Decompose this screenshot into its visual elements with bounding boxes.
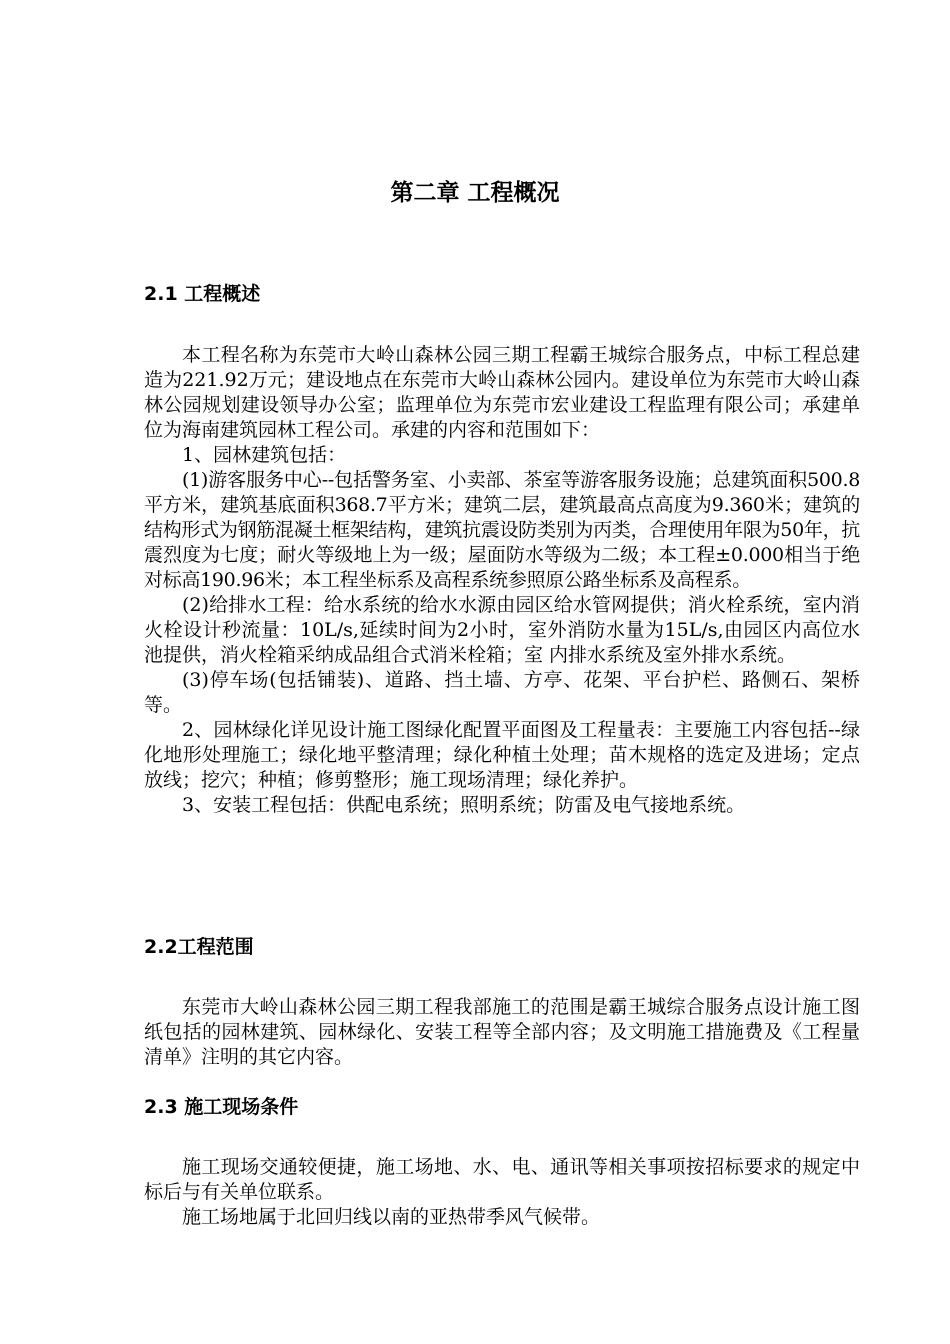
- section-heading-2-2: 2.2工程范围: [144, 936, 254, 958]
- section-heading-2-3: 2.3 施工现场条件: [144, 1096, 299, 1118]
- section-heading-2-1: 2.1 工程概述: [144, 283, 261, 305]
- section-body-2-2: [144, 995, 860, 1070]
- paragraph-project-overview: 本工程名称为东莞市大岭山森林公园三期工程霸王城综合服务点，中标工程总建造为221.92万元；建设地点在东莞市大岭山森林公园内。建设单位为东莞市大岭山森林公园规划建设领导办公室；监理单位为东莞市宏业建设工程监理有限公司；承建单位为海南建筑园林工程公司。承建的内容和范围如下：: [144, 344, 860, 441]
- paragraph-visitor-center: (1)游客服务中心--包括警务室、小卖部、茶室等游客服务设施；总建筑面积500.8平方米，建筑基底面积368.7平方米；建筑二层，建筑最高点高度为9.360米；建筑的结构形式为钢筋混凝土框架结构，建筑抗震设防类别为丙类，合理使用年限为50年，抗震烈度为七度；耐火等级地上为一级；屋面防水等级为二级；本工程±0.000相当于绝对标高190.96米；本工程坐标系及高程系统参照原公路坐标系及高程系。: [144, 469, 860, 591]
- paragraph-water-supply: (2)给排水工程：给水系统的给水水源由园区给水管网提供；消火栓系统，室内消火栓设计秒流量：10L/s,延续时间为2小时，室外消防水量为15L/s,由园区内高位水池提供，消火栓箱采纳成品组合式消米栓箱；室 内排水系统及室外排水系统。: [144, 594, 860, 666]
- paragraph-landscaping: 2、园林绿化详见设计施工图绿化配置平面图及工程量表：主要施工内容包括--绿化地形处理施工；绿化地平整清理；绿化种植土处理；苗木规格的选定及进场；定点放线；挖穴；种植；修剪整形；施工现场清理；绿化养护。: [144, 719, 860, 791]
- paragraph-installation: 3、安装工程包括：供配电系统；照明系统；防雷及电气接地系统。: [182, 794, 746, 816]
- paragraph-scope: 东莞市大岭山森林公园三期工程我部施工的范围是霸王城综合服务点设计施工图纸包括的园林建筑、园林绿化、安装工程等全部内容；及文明施工措施费及《工程量清单》注明的其它内容。: [144, 996, 860, 1068]
- section-body-2-1: [144, 343, 860, 818]
- paragraph-site-access: 施工现场交通较便捷，施工场地、水、电、通讯等相关事项按招标要求的规定中标后与有关单位联系。: [144, 1156, 860, 1203]
- paragraph-parking: (3)停车场(包括铺装)、道路、挡土墙、方亭、花架、平台护栏、路侧石、架桥等。: [144, 669, 860, 716]
- paragraph-garden-buildings: 1、园林建筑包括：: [182, 444, 347, 466]
- chapter-title: 第二章 工程概况: [390, 180, 560, 206]
- paragraph-climate: 施工场地属于北回归线以南的亚热带季风气候带。: [182, 1206, 601, 1228]
- section-body-2-3: [144, 1155, 860, 1230]
